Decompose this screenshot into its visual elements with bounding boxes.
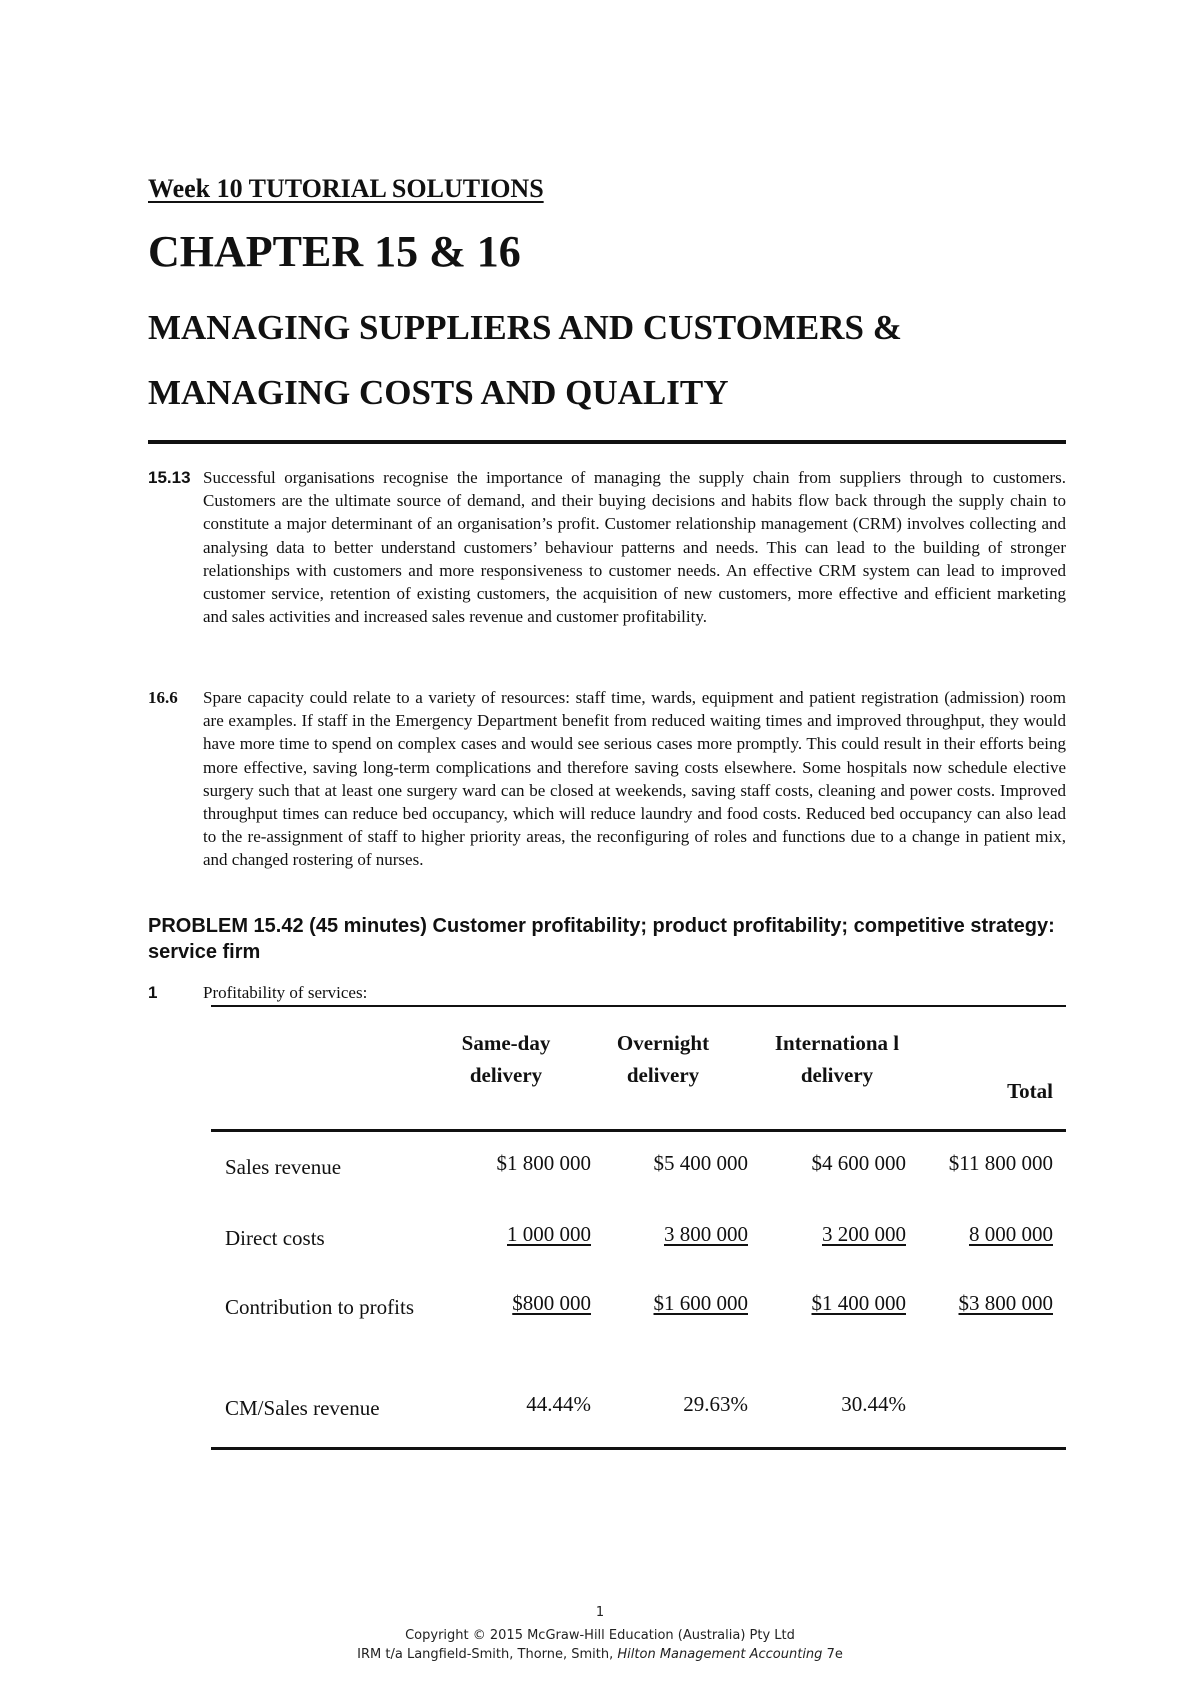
cell-overnight: $5 400 000	[653, 1151, 748, 1175]
problem-heading: PROBLEM 15.42 (45 minutes) Customer profitability; product profitability; competitive strategy: service firm	[148, 915, 1055, 963]
paragraph-number: 15.13	[148, 468, 191, 487]
paragraph-16-6	[148, 686, 1066, 872]
cell-overnight: $1 600 000	[653, 1291, 748, 1315]
chapter-title: CHAPTER 15 & 16	[148, 227, 521, 276]
cell-same-day: 1 000 000	[507, 1222, 591, 1246]
subtitle-line-2: MANAGING COSTS AND QUALITY	[148, 373, 729, 412]
week-title: Week 10 TUTORIAL SOLUTIONS	[148, 174, 544, 203]
step-number: 1	[148, 983, 158, 1002]
row-label-direct-costs: Direct costs	[225, 1226, 325, 1250]
header-same-day: Same-day delivery	[461, 1031, 551, 1087]
cell-total: $3 800 000	[958, 1291, 1053, 1315]
cell-international: $1 400 000	[811, 1291, 906, 1315]
cell-overnight: 29.63%	[683, 1392, 748, 1416]
copyright-line: Copyright © 2015 McGraw-Hill Education (Australia) Pty Ltd	[405, 1628, 795, 1643]
paragraph-text: Successful organisations recognise the importance of managing the supply chain from suppliers through to customers. Customers are the ultimate source of demand, and their buying decisions and habits flow back through the supply chain to constitute a major determinant of an organisation’s profit. Customer relationship management (CRM) involves collecting and analysing data to better understand customers’ behaviour patterns and needs. This can lead to the building of stronger relationships with customers and more responsiveness to customer needs. An effective CRM system can lead to improved customer service, retention of existing customers, the acquisition of new customers, more effective and efficient marketing and sales activities and increased sales revenue and customer profitability.	[203, 468, 1066, 627]
edition: 7e	[826, 1647, 843, 1662]
cell-international: 30.44%	[841, 1392, 906, 1416]
cell-overnight: 3 800 000	[664, 1222, 748, 1246]
irm-prefix: IRM t/a Langfield-Smith, Thorne, Smith,	[357, 1647, 614, 1662]
cell-same-day: 44.44%	[526, 1392, 591, 1416]
subtitle-line-1: MANAGING SUPPLIERS AND CUSTOMERS &	[148, 308, 902, 347]
cell-international: 3 200 000	[822, 1222, 906, 1246]
table-top-rule	[211, 1005, 1066, 1007]
page-number: 1	[595, 1605, 605, 1620]
header-international: Internationa l delivery	[774, 1031, 900, 1087]
header-overnight: Overnight delivery	[616, 1031, 710, 1087]
title-divider	[148, 440, 1066, 444]
cell-total: $11 800 000	[948, 1151, 1053, 1175]
paragraph-text: Spare capacity could relate to a variety of resources: staff time, wards, equipment and patient registration (admission) room are examples. If staff in the Emergency Department benefit from reduced waiting times and improved throughput, they would have more time to spend on complex cases and would see serious cases more promptly. This could result in their efforts being more effective, saving long-term complications and therefore saving costs elsewhere. Some hospitals now schedule elective surgery such that at least one surgery ward can be closed at weekends, saving staff costs, cleaning and power costs. Improved throughput times can reduce bed occupancy, which will reduce laundry and food costs. Reduced bed occupancy can also lead to the re-assignment of staff to higher priority areas, the reconfiguring of roles and functions due to a change in patient mix, and changed rostering of nurses.	[203, 688, 1066, 870]
table-bottom-rule	[211, 1447, 1066, 1450]
paragraph-15-13	[148, 466, 1066, 628]
irm-line	[0, 1647, 1200, 1662]
cell-same-day: $1 800 000	[496, 1151, 591, 1175]
cell-total: 8 000 000	[969, 1222, 1053, 1246]
row-label-sales-revenue: Sales revenue	[225, 1155, 342, 1179]
row-label-cm-sales: CM/Sales revenue	[225, 1396, 380, 1420]
cell-international: $4 600 000	[811, 1151, 906, 1175]
book-title: Hilton Management Accounting	[617, 1647, 823, 1662]
cell-same-day: $800 000	[512, 1291, 591, 1315]
header-divider	[211, 1129, 1066, 1132]
header-total: Total	[1007, 1079, 1053, 1103]
step-label: Profitability of services:	[203, 983, 368, 1002]
row-label-contribution: Contribution to profits	[225, 1295, 414, 1319]
step-1	[148, 983, 1066, 1007]
paragraph-number: 16.6	[148, 688, 178, 707]
